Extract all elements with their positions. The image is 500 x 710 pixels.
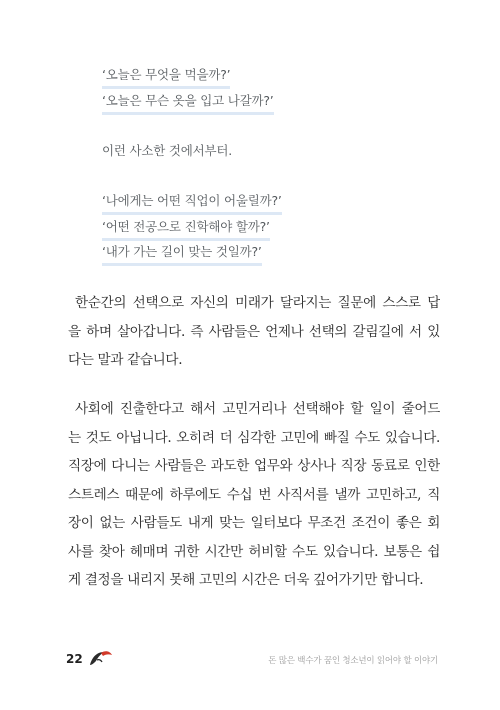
paragraph-line: 장이 없는 사람들도 내게 맞는 일터보다 무조건 조건이 좋은 회 [68,515,440,531]
transition-line: 이런 사소한 것에서부터. [102,143,233,158]
running-book-title: 돈 많은 백수가 꿈인 청소년이 읽어야 할 이야기 [268,656,438,666]
page-number: 22 [66,652,83,666]
body-paragraph [68,395,440,595]
question-line: ‘나에게는 어떤 직업이 어울릴까?’ [102,192,282,215]
paragraph-line: 을 하며 살아갑니다. 즉 사람들은 언제나 선택의 갈림길에 서 있 [68,323,440,340]
paragraph-line: 스트레스 때문에 하루에도 수십 번 사직서를 낼까 고민하고, 직 [68,486,440,503]
paragraph-line: 한순간의 선택으로 자신의 미래가 달라지는 질문에 스스로 답 [75,295,440,311]
paragraph-line: 게 결정을 내리지 못해 고민의 시간은 더욱 깊어가기만 합니다. [68,572,424,588]
paragraph-line: 는 것도 아닙니다. 오히려 더 심각한 고민에 빠질 수도 있습니다. [68,429,440,446]
question-line: ‘어떤 전공으로 진학해야 할까?’ [102,218,270,241]
paragraph-line: 직장에 다니는 사람들은 과도한 업무와 상사나 직장 동료로 인한 [68,458,440,474]
paragraph-line: 사를 찾아 헤매며 귀한 시간만 허비할 수도 있습니다. 보통은 쉽 [68,543,440,560]
paragraph-line: 사회에 진출한다고 해서 고민거리나 선택해야 할 일이 줄어드 [75,401,440,417]
question-line: ‘내가 가는 길이 맞는 것일까?’ [102,243,262,266]
body-paragraph [68,289,440,375]
question-line: ‘오늘은 무슨 옷을 입고 나갈까?’ [102,92,274,115]
paragraph-line: 다는 말과 같습니다. [68,352,183,368]
question-line: ‘오늘은 무엇을 먹을까?’ [102,66,230,89]
publisher-logo-icon [89,649,113,667]
